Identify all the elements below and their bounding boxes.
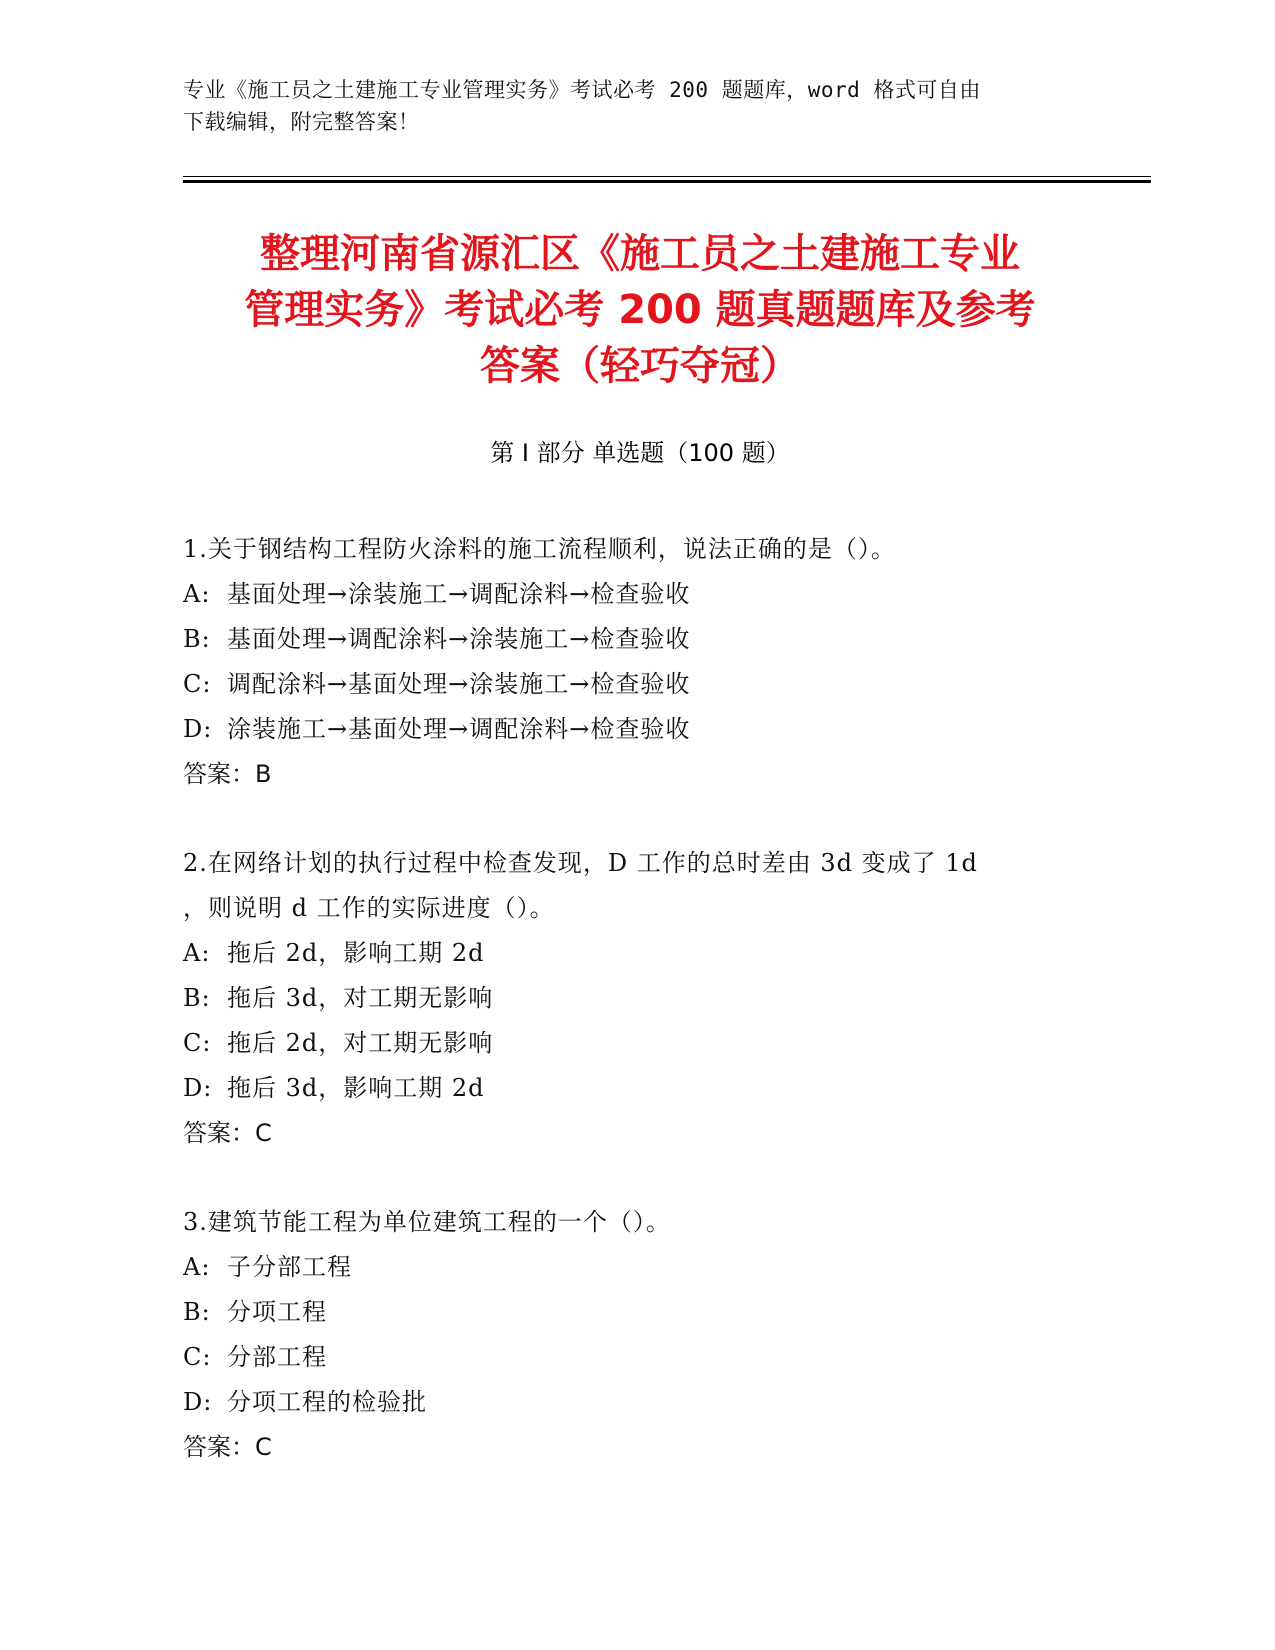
option-letter: B:: [183, 1298, 211, 1326]
document-title: [183, 226, 1097, 394]
question-item: [183, 1200, 1083, 1470]
question-option: [183, 931, 1083, 976]
option-text: 拖后 3d，对工期无影响: [227, 984, 494, 1012]
header-note-line: 专业《施工员之土建施工专业管理实务》考试必考 200 题题库，word 格式可自由: [183, 78, 981, 102]
question-option: [183, 1066, 1083, 1111]
title-line: 管理实务》考试必考 200 题真题题库及参考: [244, 287, 1036, 333]
header-note-line: 下载编辑，附完整答案！: [183, 110, 420, 134]
option-text: 基面处理→调配涂料→涂装施工→检查验收: [227, 625, 691, 653]
option-text: 涂装施工→基面处理→调配涂料→检查验收: [227, 715, 691, 743]
header-note: [183, 74, 1083, 138]
header-divider-thin: [183, 176, 1151, 177]
question-option: [183, 1245, 1083, 1290]
option-text: 分项工程的检验批: [227, 1388, 427, 1416]
option-letter: A:: [183, 939, 211, 967]
question-stem: 3.建筑节能工程为单位建筑工程的一个（）。: [183, 1208, 671, 1236]
option-letter: D:: [183, 715, 213, 743]
option-text: 拖后 2d，影响工期 2d: [227, 939, 485, 967]
question-item: [183, 841, 1083, 1156]
title-line: 答案（轻巧夺冠）: [480, 343, 800, 389]
question-option: [183, 976, 1083, 1021]
section-heading: 第 I 部分 单选题（100 题）: [490, 439, 790, 467]
question-stem: ，则说明 d 工作的实际进度（）。: [183, 894, 555, 922]
option-letter: B:: [183, 625, 211, 653]
answer-line: 答案：B: [183, 760, 272, 788]
question-stem: 1.关于钢结构工程防火涂料的施工流程顺利，说法正确的是（）。: [183, 535, 896, 563]
answer-line: 答案：C: [183, 1119, 272, 1147]
option-letter: B:: [183, 984, 211, 1012]
question-option: [183, 572, 1083, 617]
answer-line: 答案：C: [183, 1433, 272, 1461]
question-stem: 2.在网络计划的执行过程中检查发现，D 工作的总时差由 3d 变成了 1d: [183, 849, 978, 877]
option-text: 调配涂料→基面处理→涂装施工→检查验收: [227, 670, 691, 698]
title-line: 整理河南省源汇区《施工员之土建施工专业: [260, 231, 1020, 277]
question-option: [183, 1335, 1083, 1380]
question-option: [183, 707, 1083, 752]
question-option: [183, 1290, 1083, 1335]
question-option: [183, 617, 1083, 662]
question-option: [183, 1380, 1083, 1425]
option-letter: C:: [183, 1343, 212, 1371]
question-option: [183, 1021, 1083, 1066]
option-letter: D:: [183, 1388, 213, 1416]
option-text: 分部工程: [227, 1343, 327, 1371]
option-letter: C:: [183, 1029, 212, 1057]
question-option: [183, 662, 1083, 707]
option-text: 分项工程: [227, 1298, 327, 1326]
question-list: [183, 527, 1083, 1514]
option-text: 拖后 3d，影响工期 2d: [227, 1074, 485, 1102]
header-divider-thick: [183, 180, 1151, 183]
option-text: 子分部工程: [227, 1253, 352, 1281]
option-letter: C:: [183, 670, 212, 698]
option-letter: A:: [183, 1253, 211, 1281]
option-text: 拖后 2d，对工期无影响: [227, 1029, 494, 1057]
option-letter: D:: [183, 1074, 213, 1102]
question-item: [183, 527, 1083, 797]
option-text: 基面处理→涂装施工→调配涂料→检查验收: [227, 580, 691, 608]
option-letter: A:: [183, 580, 211, 608]
